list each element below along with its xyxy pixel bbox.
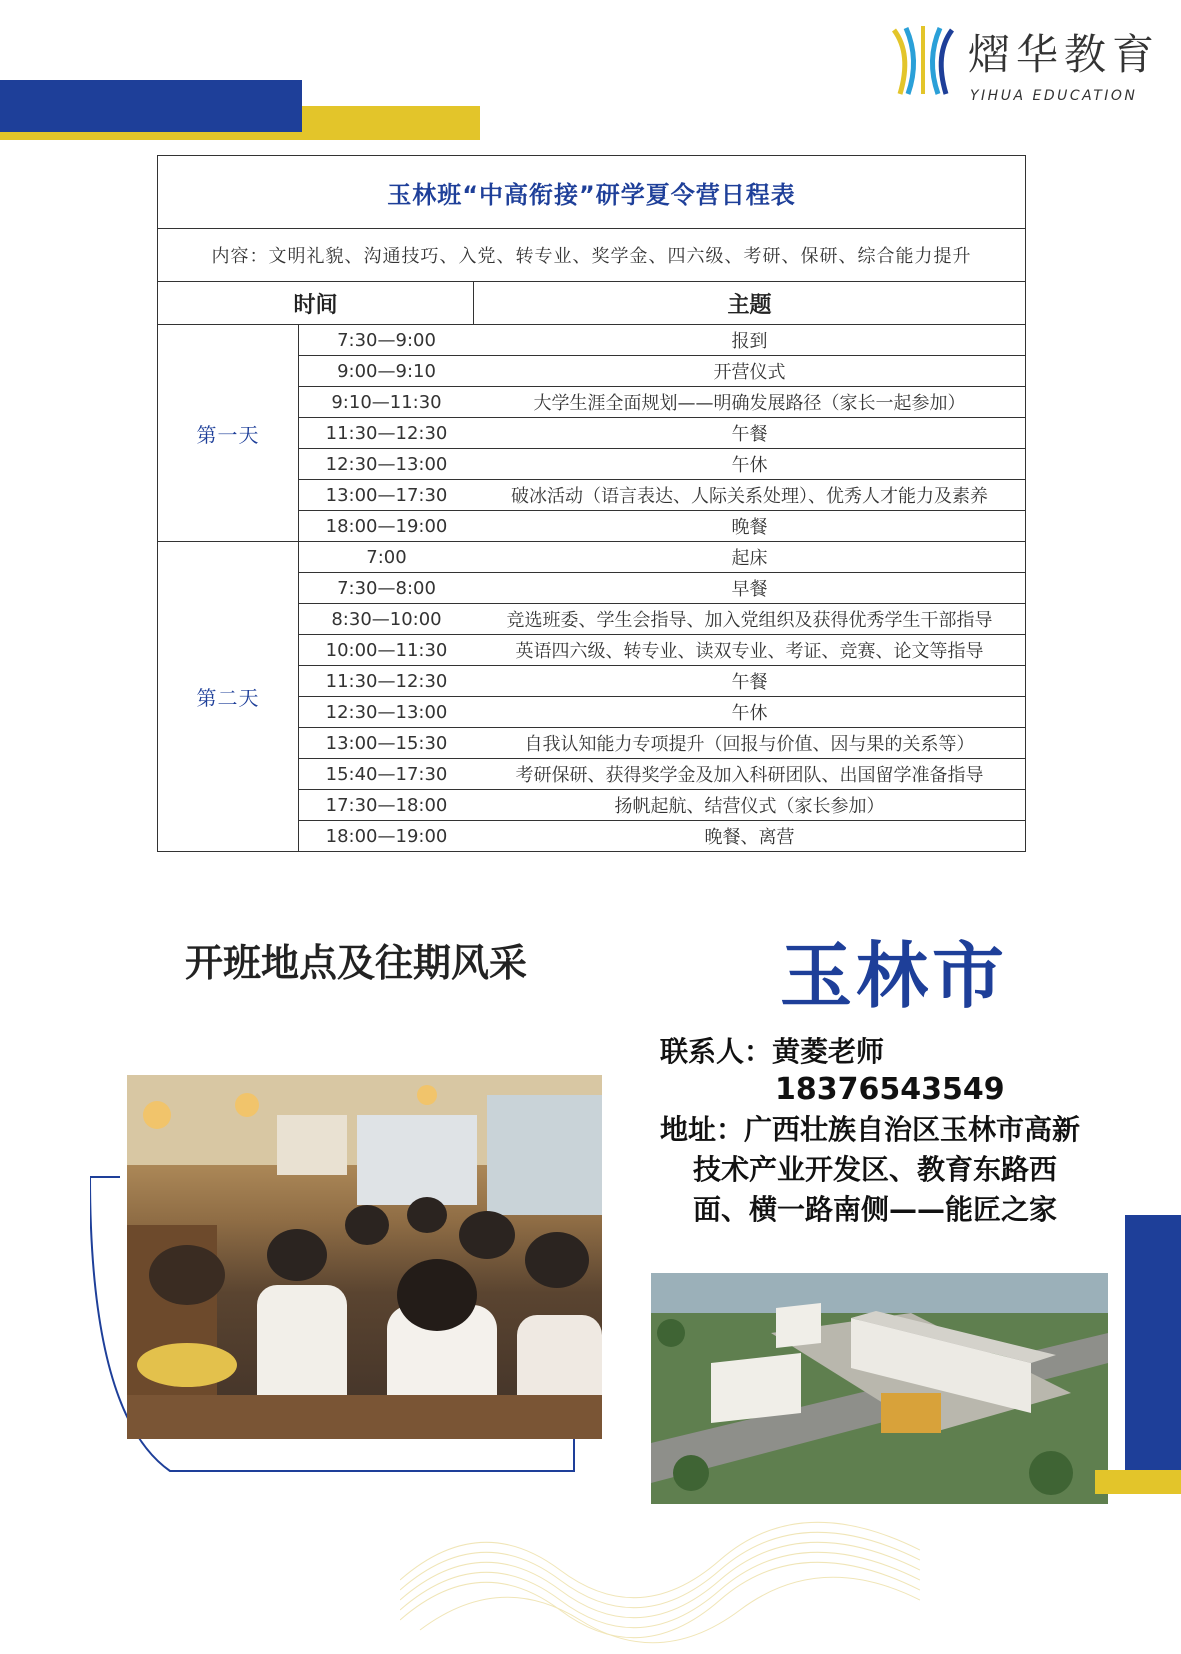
contact-phone: 18376543549 [775,1072,1005,1107]
row-topic: 午餐 [731,424,768,445]
logo-subtitle: YIHUA EDUCATION [970,88,1138,104]
address-line-3: 面、横一路南侧——能匠之家 [693,1193,1058,1226]
row-topic: 扬帆起航、结营仪式（家长参加） [614,796,885,817]
header-time: 时间 [158,282,474,324]
row-topic: 晚餐、离营 [704,827,795,848]
row-topic: 早餐 [731,579,768,600]
row-time: 12:30—13:00 [325,453,448,475]
row-topic: 报到 [731,331,768,352]
row-topic: 午休 [731,455,768,476]
row-time: 9:00—9:10 [337,360,436,382]
header-topic: 主题 [727,292,772,318]
row-time: 11:30—12:30 [325,422,448,444]
row-topic: 午休 [731,703,768,724]
logo-mark-icon [890,24,956,96]
row-topic: 开营仪式 [713,362,786,383]
row-time: 9:10—11:30 [331,391,442,413]
schedule-row [299,790,1025,821]
row-time: 12:30—13:00 [325,701,448,723]
schedule-row [299,604,1025,635]
schedule-row [299,511,1025,541]
schedule-table [157,155,1026,852]
schedule-body [158,325,1025,851]
schedule-row [299,356,1025,387]
row-time: 18:00—19:00 [325,825,448,847]
schedule-row [299,480,1025,511]
schedule-row [299,542,1025,573]
logo [890,20,1161,110]
row-time: 7:30—8:00 [337,577,436,599]
city-name: 玉林市 [780,934,1009,1018]
row-topic: 大学生涯全面规划——明确发展路径（家长一起参加） [533,393,966,414]
row-topic: 破冰活动（语言表达、人际关系处理）、优秀人才能力及素养 [511,486,988,507]
schedule-row [299,418,1025,449]
row-topic: 英语四六级、转专业、读双专业、考证、竞赛、论文等指导 [515,641,984,662]
row-time: 7:00 [366,546,407,568]
row-time: 13:00—17:30 [325,484,448,506]
schedule-row [299,635,1025,666]
schedule-row [299,573,1025,604]
address [660,1110,1080,1230]
schedule-row [299,759,1025,790]
row-time: 10:00—11:30 [325,639,448,661]
schedule-day [158,325,1025,542]
schedule-content: 内容：文明礼貌、沟通技巧、入党、转专业、奖学金、四六级、考研、保研、综合能力提升 [158,229,1025,282]
location-heading: 开班地点及往期风采 [185,941,528,985]
schedule-row [299,666,1025,697]
row-time: 15:40—17:30 [325,763,448,785]
address-line-1: 地址：广西壮族自治区玉林市高新 [660,1113,1081,1146]
address-line-2: 技术产业开发区、教育东路西 [693,1153,1058,1186]
row-time: 11:30—12:30 [325,670,448,692]
day-label: 第二天 [158,542,299,851]
classroom-photo [127,1075,602,1439]
row-topic: 竞选班委、学生会指导、加入党组织及获得优秀学生干部指导 [506,610,993,631]
row-topic: 午餐 [731,672,768,693]
logo-name: 熠华教育 [968,30,1161,79]
side-blue-bar [1125,1215,1181,1470]
schedule-day [158,542,1025,851]
day-rows [299,542,1025,851]
contact-person: 联系人：黄菱老师 [660,1035,885,1068]
schedule-header-row [158,282,1025,325]
schedule-row [299,387,1025,418]
row-time: 18:00—19:00 [325,515,448,537]
row-time: 7:30—9:00 [337,329,436,351]
schedule-row [299,728,1025,759]
header-blue-bar [0,80,302,132]
schedule-row [299,449,1025,480]
row-topic: 起床 [731,548,768,569]
day-label: 第一天 [158,325,299,541]
day-rows [299,325,1025,541]
schedule-row [299,325,1025,356]
building-aerial-photo [651,1273,1108,1504]
row-time: 13:00—15:30 [325,732,448,754]
schedule-row [299,697,1025,728]
row-time: 8:30—10:00 [331,608,442,630]
row-topic: 自我认知能力专项提升（回报与价值、因与果的关系等） [524,734,975,755]
schedule-row [299,821,1025,851]
row-topic: 晚餐 [731,517,768,538]
decorative-wave [400,1480,920,1654]
schedule-title: 玉林班“中高衔接”研学夏令营日程表 [158,156,1025,229]
row-topic: 考研保研、获得奖学金及加入科研团队、出国留学准备指导 [515,765,984,786]
side-yellow-bar [1095,1470,1181,1494]
row-time: 17:30—18:00 [325,794,448,816]
